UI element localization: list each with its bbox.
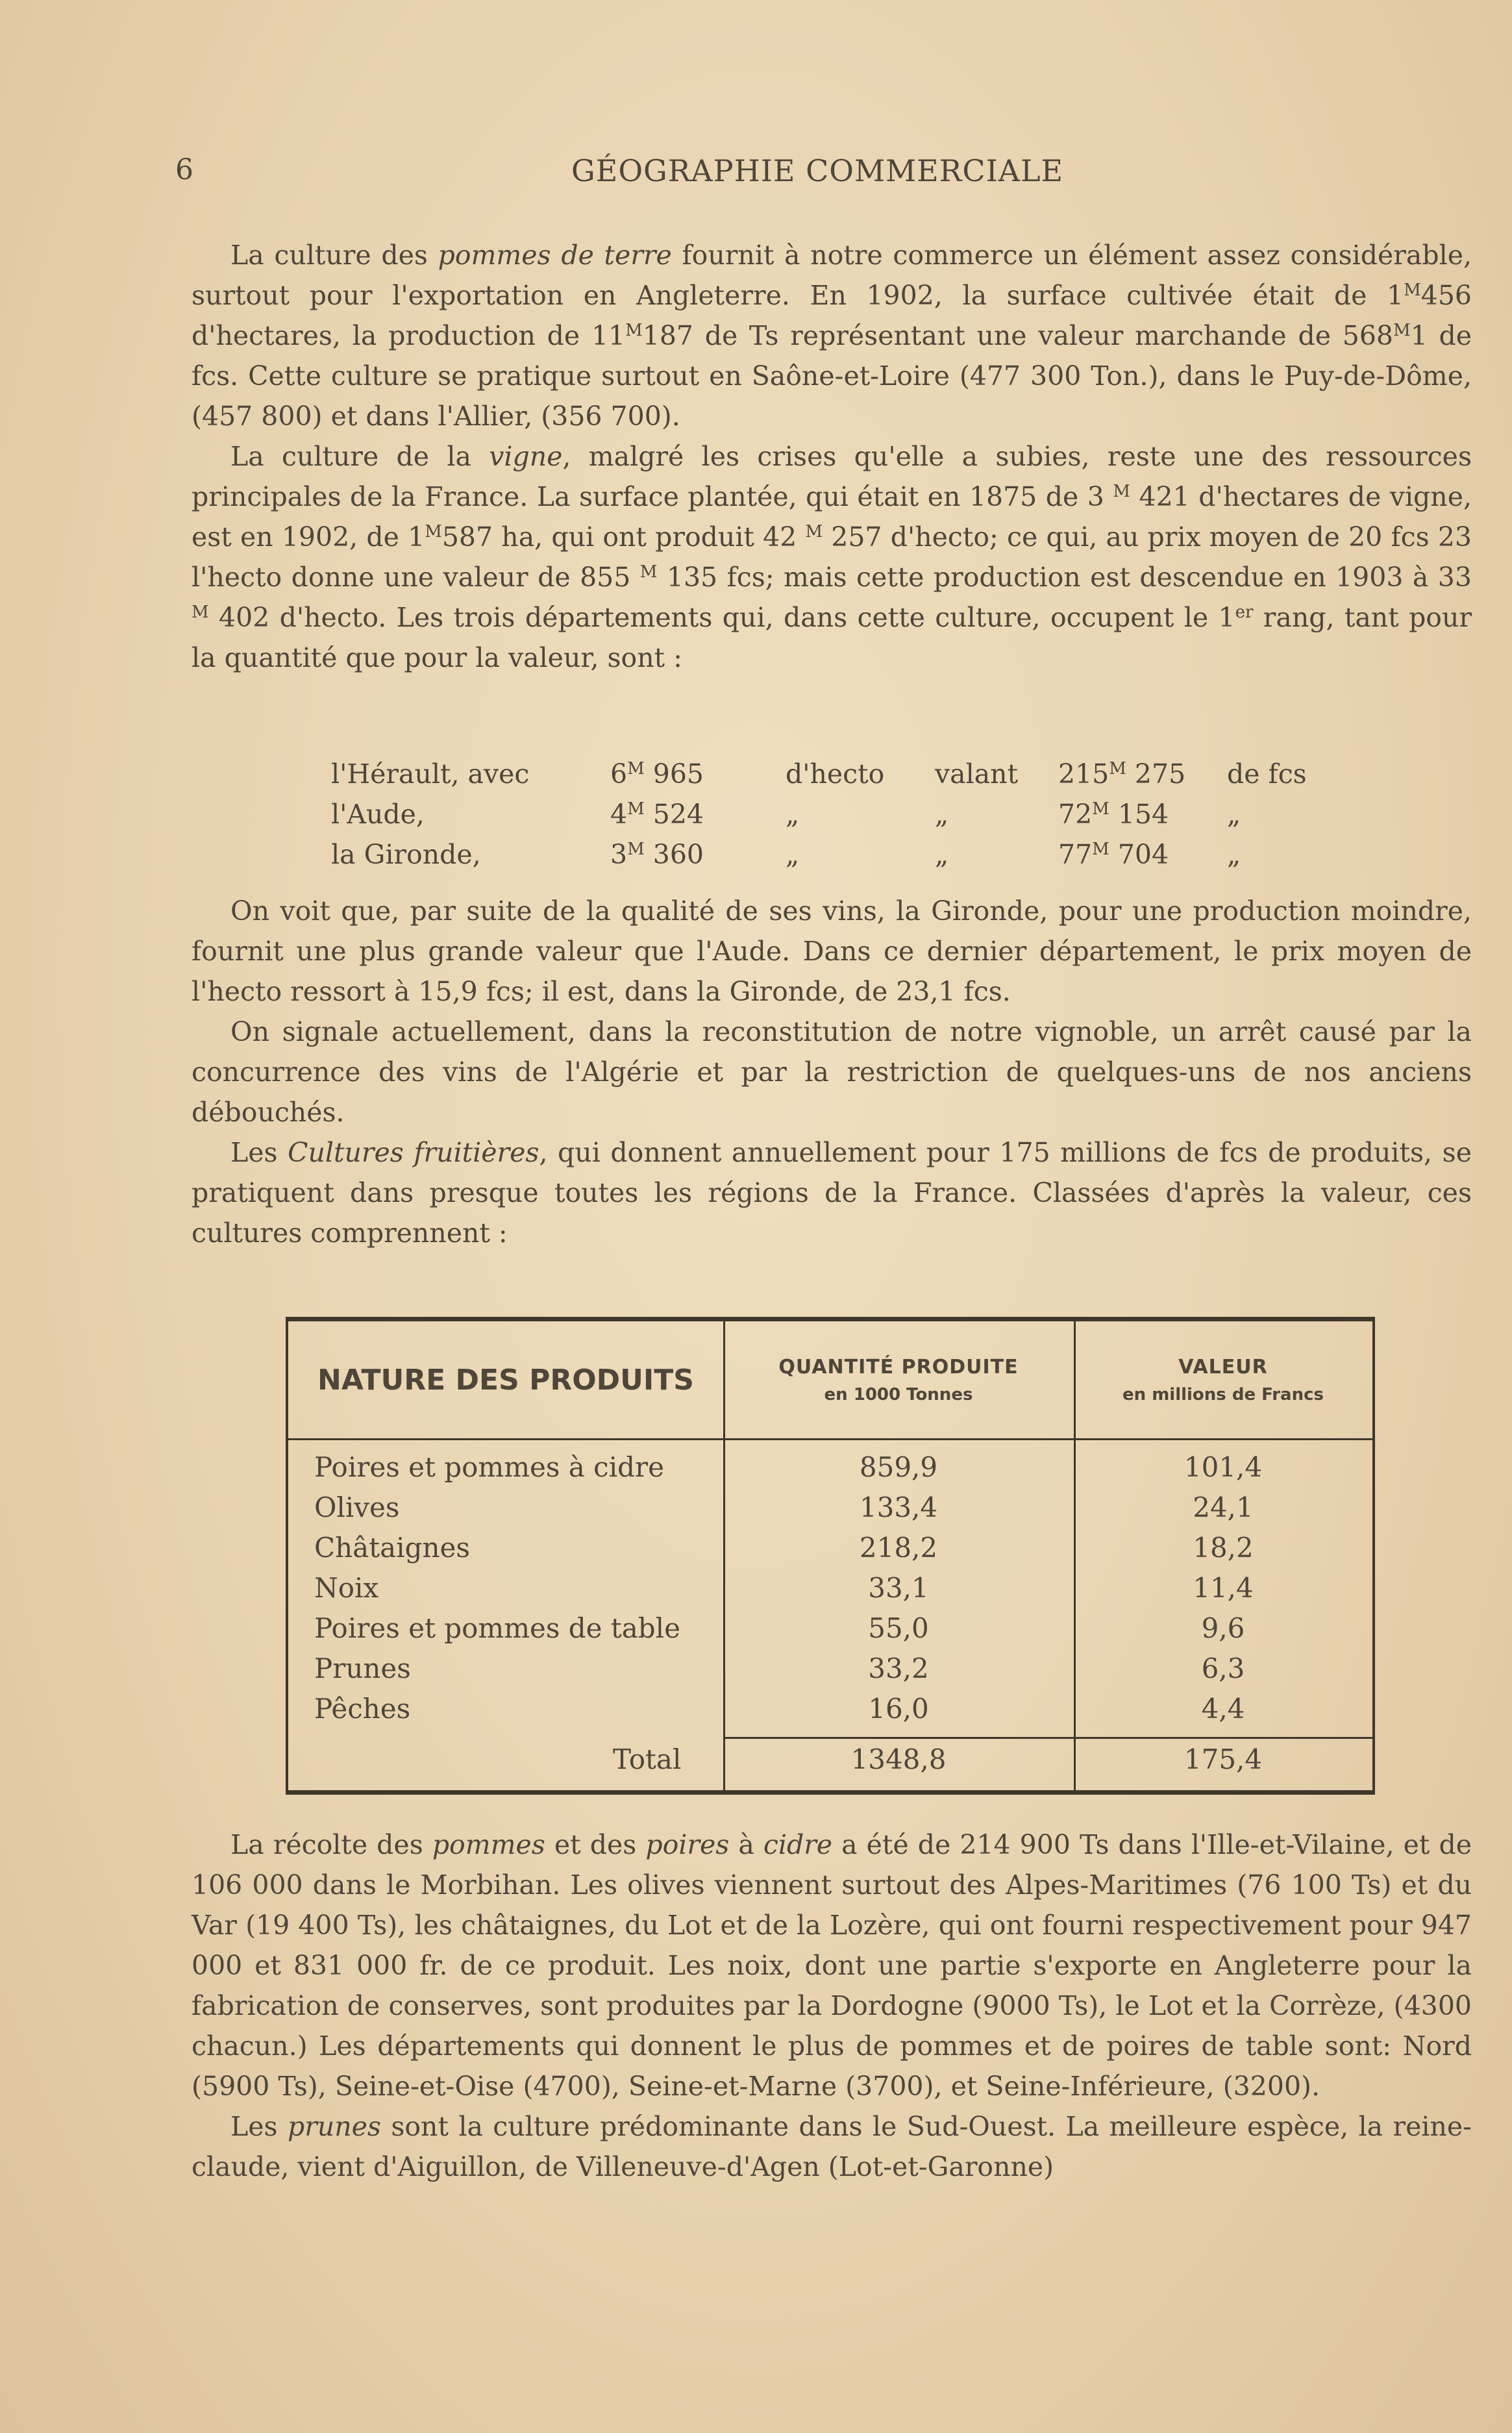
table-row: Prunes 33,2 6,3 [314, 1653, 1245, 1684]
table-row: Châtaignes 218,2 18,2 [314, 1532, 1254, 1564]
text-block-middle [192, 891, 1472, 1253]
list-item: l'Aude, $4^M$ 524 „ „ $72^M$ 154 „ [331, 799, 1241, 830]
wine-departments-list [331, 758, 1370, 879]
table-header [288, 1321, 1372, 1440]
text-block-bottom [192, 1825, 1472, 2187]
total-value: 175,4 [1184, 1743, 1263, 1775]
text-block-top [192, 235, 1472, 678]
total-quantity: 1348,8 [850, 1743, 947, 1775]
fruit-production-table [286, 1317, 1375, 1795]
table-total-row [288, 1737, 1372, 1782]
paragraph-reconstitution: On signale actuellement, dans la reconstitution de notre vignoble, un arrêt causé par la concurrence des vins de l'Algérie et par la restriction de quelques-uns de nos anciens débouchés. [192, 1016, 1472, 1128]
table-row: Poires et pommes de table 55,0 9,6 [314, 1612, 1245, 1644]
page-header [175, 153, 1474, 205]
running-title: GÉOGRAPHIE COMMERCIALE [571, 153, 1064, 188]
paragraph-harvest: La récolte des pommes et des poires à cidre a été de 214 900 Ts dans l'Ille-et-Vilaine, et de 106 000 dans le Morbihan. Les olives viennent surtout des Alpes-Maritimes (76 100 Ts) et du Var (19 400 Ts), les châtaignes, du Lot et de la Lozère, qui ont fourni respectivement pour 947 000 et 831 000 fr. de ce produit. Les noix, dont une partie s'exporte en Angleterre pour la fabrication de conserves, sont produites par la Dordogne (9000 Ts), le Lot et la Corrèze, (4300 chacun.) Les départements qui donnent le plus de pommes et de poires de table sont: Nord (5900 Ts), Seine-et-Oise (4700), Seine-et-Marne (3700), et Seine-Inférieure, (3200). [192, 1829, 1472, 2102]
list-item: la Gironde, $3^M$ 360 „ „ $77^M$ 704 „ [331, 839, 1241, 870]
total-label: Total [613, 1743, 682, 1775]
header-quantity: QUANTITÉ PRODUITE en 1000 Tonnes [778, 1355, 1019, 1404]
table-body [288, 1451, 1372, 1733]
total-rule [723, 1737, 1372, 1739]
table-row: Olives 133,4 24,1 [314, 1491, 1254, 1523]
paragraph-vine: La culture de la vigne, malgré les crises qu'elle a subies, reste une des ressources principales de la France. La surface plantée, qui était en 1875 de 3 $^M$ 421 d'hectares de vigne, est en 1902, de $1^M587$ ha, qui ont produit 42 $^M$ 257 d'hecto; ce qui, au prix moyen de 20 fcs 23 l'hecto donne une valeur de 855 $^M$ 135 fcs; mais cette production est descendue en 1903 à 33 $^M$ 402 d'hecto. Les trois départements qui, dans cette culture, occupent le 1er rang, tant pour la quantité que pour la valeur, sont : [192, 441, 1472, 673]
list-item: l'Hérault, avec $6^M$ 965 d'hecto valant $215^M$ 275 de fcs [331, 758, 1307, 790]
header-nature: NATURE DES PRODUITS [317, 1363, 694, 1397]
table-row: Noix 33,1 11,4 [314, 1572, 1254, 1604]
table-row: Poires et pommes à cidre 859,9 101,4 [314, 1451, 1263, 1483]
paragraph-fruit-cultures: Les Cultures fruitières, qui donnent annuellement pour 175 millions de fcs de produits, se pratiquent dans presque toutes les régions de la France. Classées d'après la valeur, ces cultures comprennent : [192, 1137, 1472, 1249]
page-number: 6 [175, 153, 193, 186]
table-row: Pêches 16,0 4,4 [314, 1693, 1245, 1725]
paragraph-gironde: On voit que, par suite de la qualité de ses vins, la Gironde, pour une production moindre, fournit une plus grande valeur que l'Aude. Dans ce dernier département, le prix moyen de l'hecto ressort à 15,9 fcs; il est, dans la Gironde, de 23,1 fcs. [192, 895, 1472, 1007]
paragraph-potatoes: La culture des pommes de terre fournit à notre commerce un élément assez considérable, surtout pour l'exportation en Angleterre. En 1902, la surface cultivée était de $1^M456$ d'hectares, la production de $11^M187$ de Ts représentant une valeur marchande de $568^M1$ de fcs. Cette culture se pratique surtout en Saône-et-Loire (477 300 Ton.), dans le Puy-de-Dôme, (457 800) et dans l'Allier, (356 700). [192, 240, 1472, 432]
header-value: VALEUR en millions de Francs [1122, 1355, 1324, 1404]
paragraph-plums: Les prunes sont la culture prédominante dans le Sud-Ouest. La meilleure espèce, la reine-claude, vient d'Aiguillon, de Villeneuve-d'Agen (Lot-et-Garonne) [192, 2111, 1472, 2182]
